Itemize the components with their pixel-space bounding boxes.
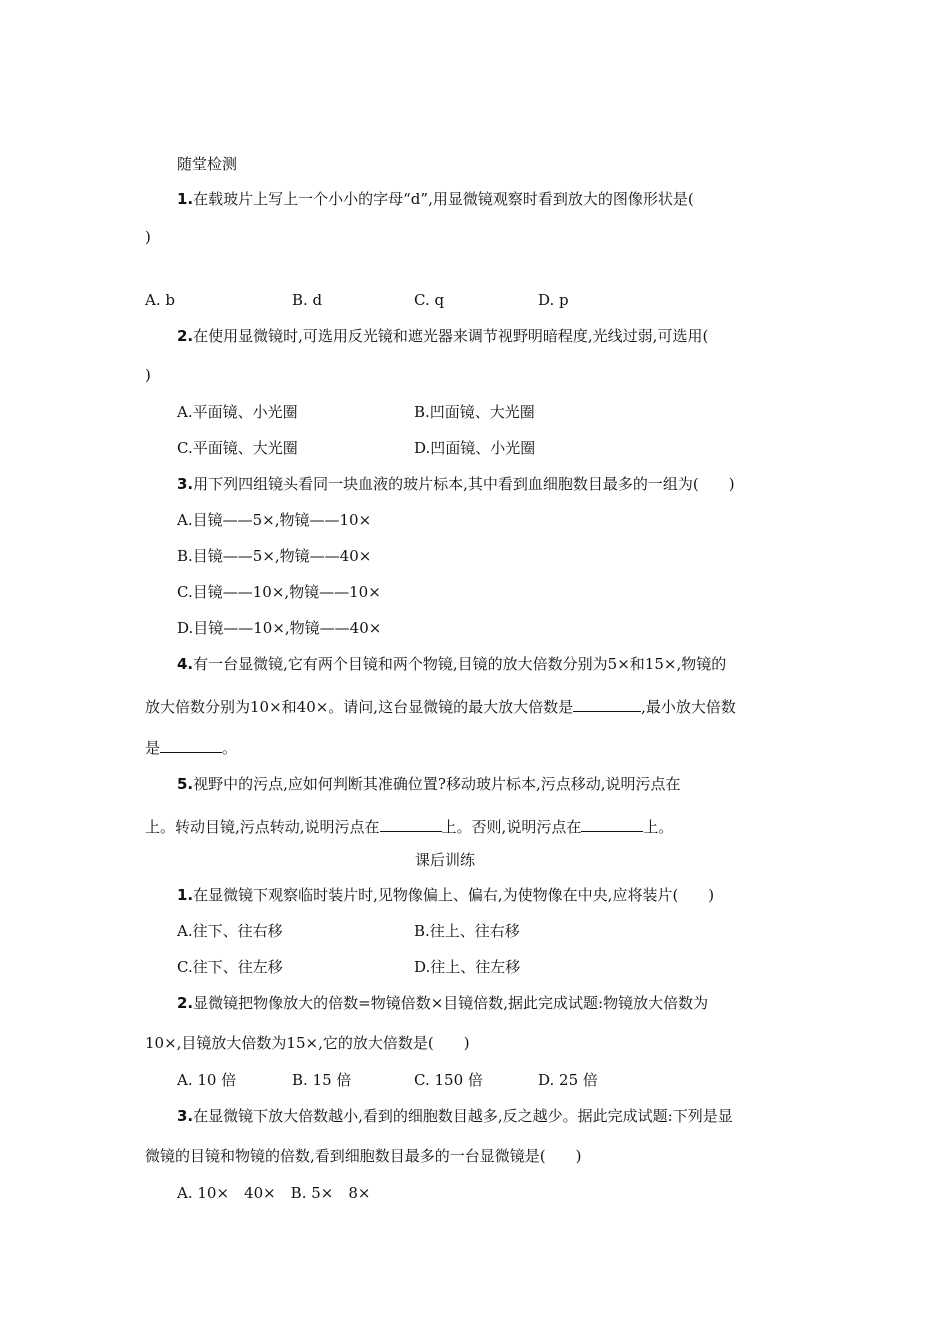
question-3-line-2: 微镜的目镜和物镜的倍数,看到细胞数目最多的一台显微镜是( ) (145, 1147, 582, 1165)
question-number: 5. (177, 775, 194, 793)
question-text: 是 (145, 739, 161, 757)
option-a[interactable]: A.往下、往右移 (177, 922, 283, 940)
question-text: 上。 (643, 818, 674, 836)
question-text: ,最小放大倍数 (641, 698, 736, 716)
question-4-line-3 (145, 736, 237, 758)
option-d[interactable]: D.往上、往左移 (414, 958, 521, 976)
question-text: 上。否则,说明污点在 (441, 818, 582, 836)
question-2-stem (177, 326, 708, 346)
options-line[interactable]: A. 10× 40× B. 5× 8× (177, 1184, 371, 1202)
question-1-stem (177, 189, 694, 209)
question-text: 在显微镜下观察临时装片时,见物像偏上、偏右,为使物像在中央,应将装片( ) (193, 886, 715, 904)
question-number: 2. (177, 327, 194, 345)
question-2-line-1 (177, 993, 708, 1013)
question-text: 在显微镜下放大倍数越小,看到的细胞数目越多,反之越少。据此完成试题:下列是显 (193, 1107, 733, 1125)
question-text: 。 (222, 739, 238, 757)
question-1-stem (177, 885, 714, 905)
answer-blank-max-magnification[interactable] (573, 695, 641, 712)
question-text: 放大倍数分别为10×和40×。请问,这台显微镜的最大放大倍数是 (145, 698, 574, 716)
section-title-after-class-training: 课后训练 (415, 851, 476, 869)
question-number: 1. (177, 886, 194, 904)
question-5-line-2 (145, 815, 673, 837)
option-c[interactable]: C. 150 倍 (414, 1071, 483, 1089)
option-d[interactable]: D. p (538, 291, 569, 309)
question-3-line-1 (177, 1106, 733, 1126)
question-2-close-paren: ) (145, 366, 151, 384)
question-number: 3. (177, 1107, 194, 1125)
question-number: 3. (177, 475, 194, 493)
section-title-in-class-check: 随堂检测 (177, 155, 238, 173)
question-1-close-paren: ) (145, 228, 151, 246)
option-c[interactable]: C.目镜——10×,物镜——10× (177, 583, 381, 601)
question-text: 上。转动目镜,污点转动,说明污点在 (145, 818, 380, 836)
question-text: 有一台显微镜,它有两个目镜和两个物镜,目镜的放大倍数分别为5×和15×,物镜的 (193, 655, 727, 673)
answer-blank-objective[interactable] (581, 815, 643, 832)
question-text: 显微镜把物像放大的倍数=物镜倍数×目镜倍数,据此完成试题:物镜放大倍数为 (193, 994, 709, 1012)
option-a[interactable]: A.平面镜、小光圈 (177, 403, 298, 421)
question-5-line-1 (177, 774, 681, 794)
question-number: 2. (177, 994, 194, 1012)
question-4-line-1 (177, 654, 726, 674)
option-d[interactable]: D. 25 倍 (538, 1071, 598, 1089)
option-d[interactable]: D.凹面镜、小光圈 (414, 439, 536, 457)
question-text: 用下列四组镜头看同一块血液的玻片标本,其中看到血细胞数目最多的一组为( ) (193, 475, 735, 493)
option-a[interactable]: A. 10 倍 (177, 1071, 237, 1089)
answer-blank-eyepiece[interactable] (380, 815, 442, 832)
question-text: 在使用显微镜时,可选用反光镜和遮光器来调节视野明暗程度,光线过弱,可选用( (193, 327, 709, 345)
option-b[interactable]: B.目镜——5×,物镜——40× (177, 547, 372, 565)
option-b[interactable]: B. d (292, 291, 323, 309)
option-a[interactable]: A.目镜——5×,物镜——10× (177, 511, 372, 529)
option-c[interactable]: C. q (414, 291, 445, 309)
answer-blank-min-magnification[interactable] (160, 736, 222, 753)
question-2-line-2: 10×,目镜放大倍数为15×,它的放大倍数是( ) (145, 1034, 470, 1052)
option-d[interactable]: D.目镜——10×,物镜——40× (177, 619, 382, 637)
option-b[interactable]: B.凹面镜、大光圈 (414, 403, 535, 421)
question-number: 1. (177, 190, 194, 208)
question-3-stem (177, 474, 735, 494)
question-text: 视野中的污点,应如何判断其准确位置?移动玻片标本,污点移动,说明污点在 (193, 775, 681, 793)
option-a[interactable]: A. b (145, 291, 175, 309)
option-c[interactable]: C.平面镜、大光圈 (177, 439, 298, 457)
option-c[interactable]: C.往下、往左移 (177, 958, 283, 976)
option-b[interactable]: B. 15 倍 (292, 1071, 352, 1089)
question-text: 在载玻片上写上一个小小的字母“d”,用显微镜观察时看到放大的图像形状是( (193, 190, 694, 208)
question-4-line-2 (145, 695, 736, 717)
option-b[interactable]: B.往上、往右移 (414, 922, 520, 940)
question-number: 4. (177, 655, 194, 673)
